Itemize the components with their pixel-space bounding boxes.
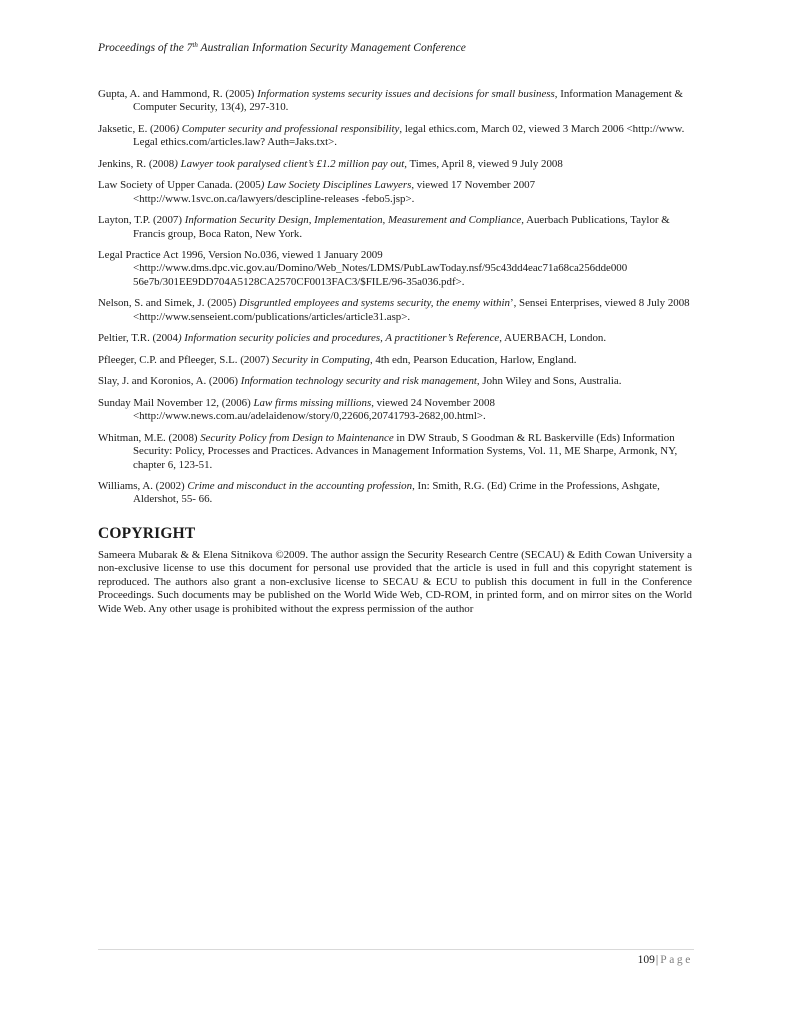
- reference-entry: [98, 480, 694, 507]
- reference-title: Security Policy from Design to Maintenance: [200, 431, 394, 444]
- reference-authors: Jaksetic, E. (2006: [98, 122, 176, 135]
- footer-divider: [98, 949, 694, 950]
- header-suffix: Australian Information Security Management Conference: [197, 42, 466, 54]
- reference-entry: [98, 123, 694, 150]
- reference-details: , 4th edn, Pearson Education, Harlow, England.: [369, 353, 577, 366]
- reference-authors: Peltier, T.R. (2004: [98, 332, 178, 345]
- reference-authors: Gupta, A. and Hammond, R. (2005): [98, 88, 258, 100]
- reference-details: , legal ethics.com, March 02, viewed 3 March 2006 <http://www. Legal ethics.com/articles.law? Auth=Jaks.txt>.: [133, 122, 685, 149]
- page-separator: |: [655, 954, 659, 966]
- reference-entry: [98, 214, 694, 241]
- header-prefix: Proceedings of the 7: [98, 42, 193, 54]
- reference-authors: Williams, A. (2002): [98, 480, 188, 493]
- reference-title: Security in Computing: [271, 353, 370, 366]
- reference-entry: [98, 297, 694, 324]
- reference-list: [98, 88, 694, 515]
- reference-authors: Legal Practice Act 1996, Version No.036, viewed 1 January 2009 <http://www.dms.dpc.vic.gov.au/Domino/Web_Notes/LDMS/PubLawToday.nsf/95c43dd4eac71a68ca256dde000 56e7b/301EE9DD704A5128CA2570CF0013FAC3/$FILE/96-35a036.pdf>.: [98, 249, 628, 288]
- reference-authors: Nelson, S. and Simek, J. (2005): [98, 297, 239, 310]
- reference-authors: Layton, T.P. (2007): [98, 214, 185, 227]
- copyright-heading: COPYRIGHT: [98, 525, 196, 542]
- reference-title: Disgruntled employees and systems security, the enemy within: [238, 297, 510, 310]
- reference-entry: [98, 249, 694, 289]
- reference-details: , AUERBACH, London.: [499, 332, 607, 345]
- reference-title: Law firms missing millions: [253, 397, 372, 410]
- reference-entry: [98, 375, 694, 388]
- reference-details: , viewed 17 November 2007 <http://www.1svc.on.ca/lawyers/descipline-releases -febo5.jsp>.: [133, 179, 536, 205]
- reference-entry: [98, 88, 694, 115]
- reference-title: ) Computer security and professional responsibility: [175, 122, 400, 135]
- running-header: [98, 40, 698, 56]
- reference-details: , viewed 24 November 2008 <http://www.news.com.au/adelaidenow/story/0,22606,20741793-2682,00.html>.: [133, 397, 495, 423]
- page-footer: [638, 953, 693, 968]
- reference-entry: [98, 179, 694, 206]
- reference-authors: Law Society of Upper Canada. (2005: [98, 179, 261, 192]
- reference-entry: [98, 432, 694, 472]
- reference-entry: [98, 397, 694, 424]
- reference-details: , John Wiley and Sons, Australia.: [476, 375, 622, 388]
- reference-entry: [98, 158, 694, 171]
- reference-authors: Whitman, M.E. (2008): [98, 431, 201, 444]
- reference-details: , Times, April 8, viewed 9 July 2008: [404, 157, 563, 170]
- reference-details: , Auerbach Publications, Taylor & Francis group, Boca Raton, New York.: [133, 214, 670, 240]
- reference-authors: Slay, J. and Koronios, A. (2006): [98, 375, 241, 388]
- page-number: 109: [637, 954, 655, 966]
- reference-title: Information technology security and risk management: [240, 375, 477, 388]
- reference-title: Crime and misconduct in the accounting profession: [187, 480, 413, 493]
- reference-entry: [98, 354, 694, 367]
- reference-title: ) Law Society Disciplines Lawyers: [260, 179, 412, 192]
- reference-authors: Pfleeger, C.P. and Pfleeger, S.L. (2007): [98, 353, 272, 366]
- reference-entry: [98, 332, 694, 345]
- header-superscript: th: [192, 41, 198, 49]
- reference-title: ) Information security policies and procedures, A practitioner’s Reference: [177, 332, 500, 345]
- reference-authors: Jenkins, R. (2008: [98, 157, 175, 170]
- reference-details: in DW Straub, S Goodman & RL Baskerville (Eds) Information Security: Policy, Processes and Practices. Advances in Management Information Systems, Vol. 11, ME Sharpe, Armonk, NY, chapter 6, 123-51.: [133, 431, 678, 471]
- page-label: Page: [660, 954, 693, 966]
- reference-title: Information systems security issues and decisions for small business: [257, 88, 555, 100]
- reference-details: , Information Management & Computer Security, 13(4), 297-310.: [133, 88, 684, 114]
- reference-title: Information Security Design, Implementation, Measurement and Compliance: [184, 214, 522, 227]
- copyright-statement: Sameera Mubarak & & Elena Sitnikova ©2009. The author assign the Security Research Centre (SECAU) & Edith Cowan University a non-exclusive license to use this document for personal use provided that the article is used in full and this copyright statement is reproduced. The authors also grant a non-exclusive license to SECAU & ECU to publish this document in full in the Conference Proceedings. Such documents may be published on the World Wide Web, CD-ROM, in printed form, and on mirror sites on the World Wide Web. Any other usage is prohibited without the express permission of the author: [98, 549, 692, 615]
- reference-details: , In: Smith, R.G. (Ed) Crime in the Professions, Ashgate, Aldershot, 55- 66.: [133, 480, 660, 506]
- reference-authors: Sunday Mail November 12, (2006): [98, 397, 254, 410]
- reference-details: ’, Sensei Enterprises, viewed 8 July 2008 <http://www.senseient.com/publications/articles/article31.asp>.: [133, 297, 690, 323]
- reference-title: ) Lawyer took paralysed client’s £1.2 million pay out: [174, 157, 405, 170]
